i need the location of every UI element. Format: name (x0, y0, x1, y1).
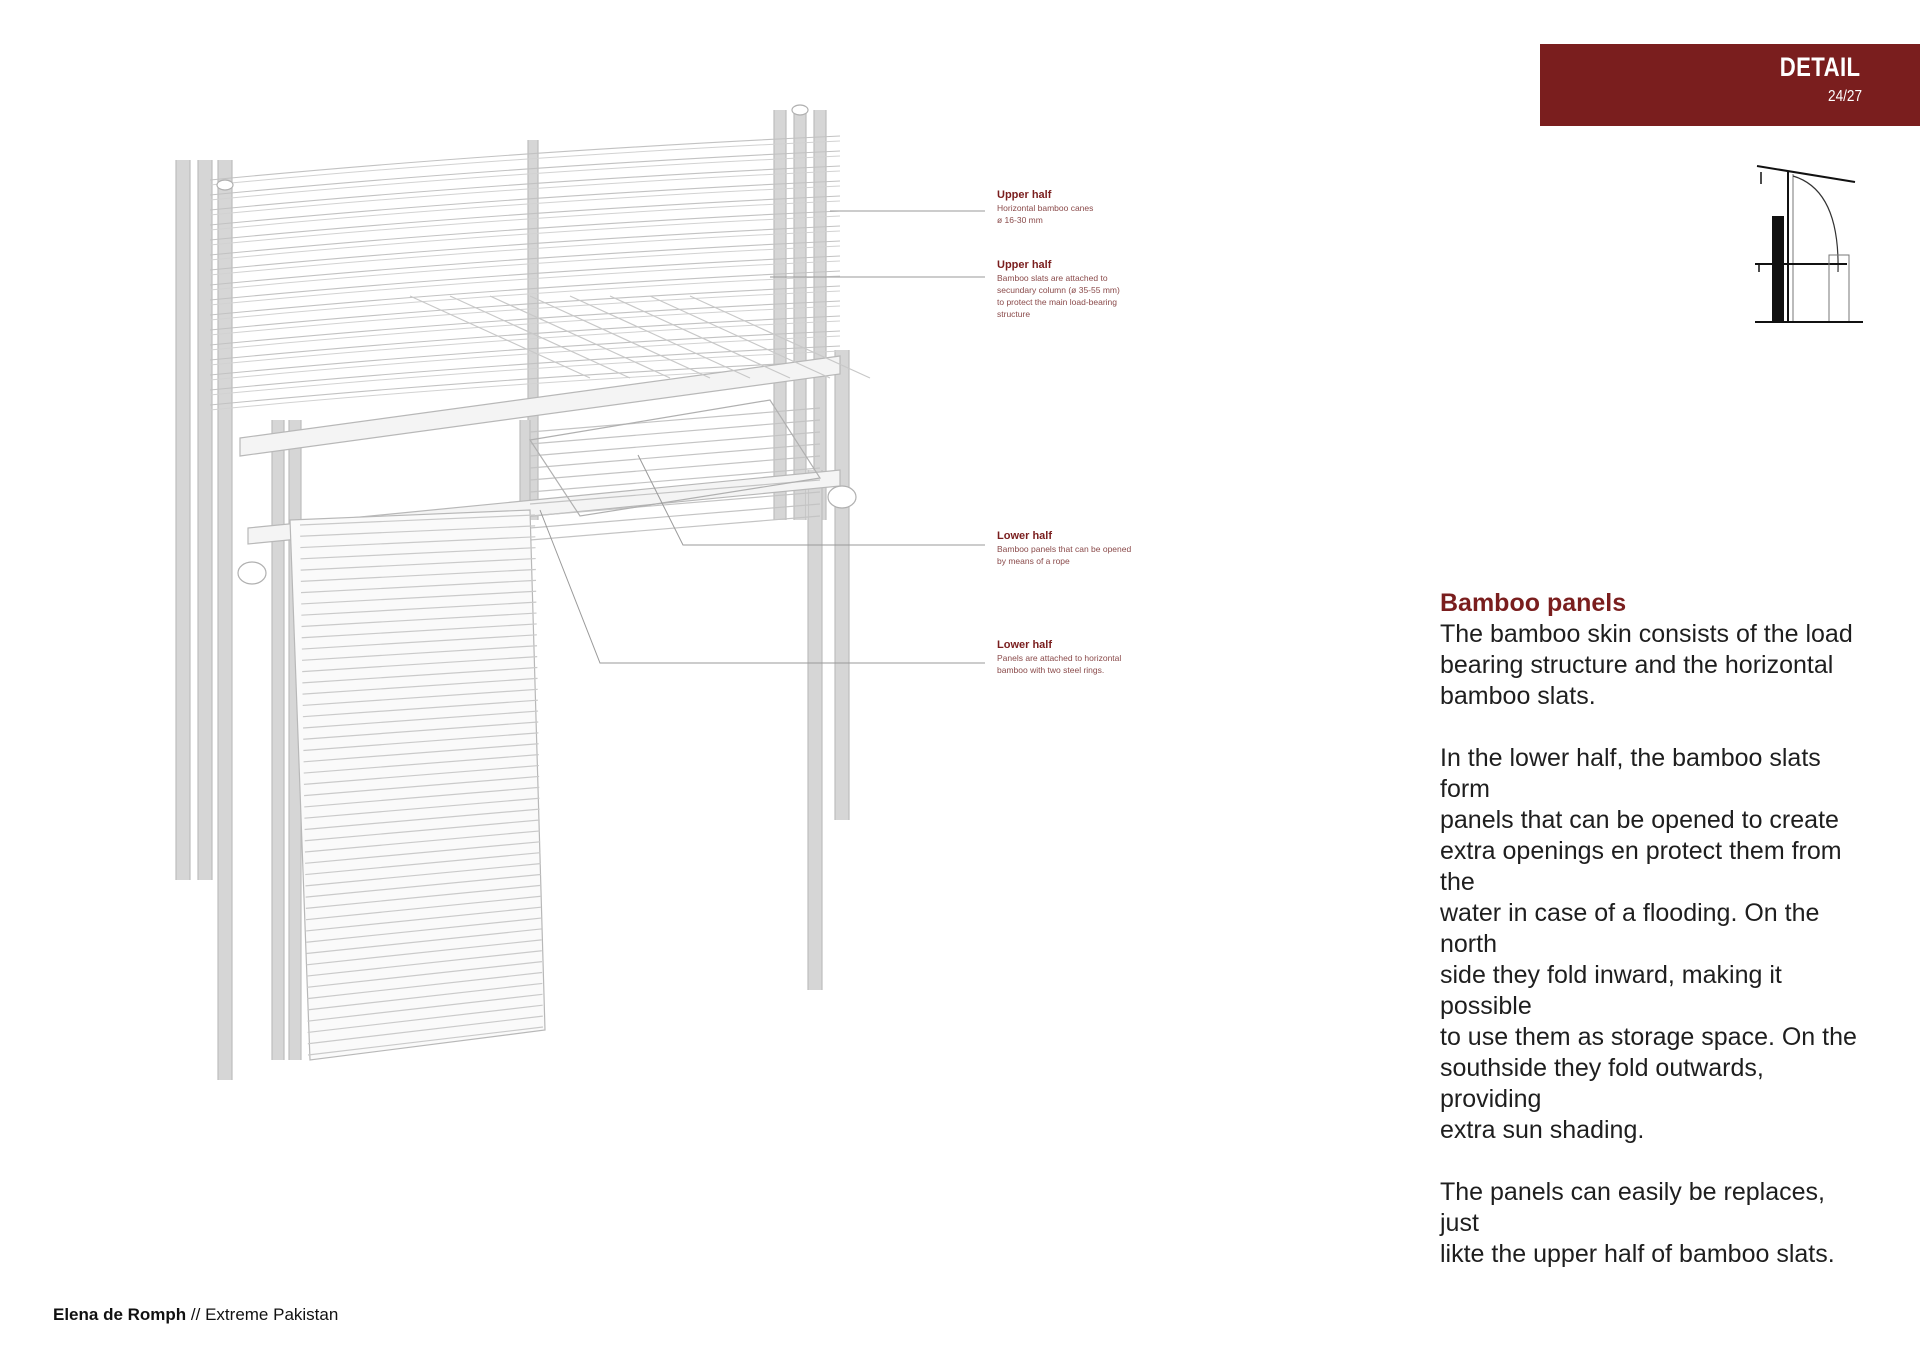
text-line: to use them as storage space. On the (1440, 1023, 1857, 1051)
callout-upper-half-canes (997, 189, 1157, 226)
text-line: southside they fold outwards, providing (1440, 1054, 1764, 1113)
horizontal-bamboo-cane (210, 226, 840, 270)
project-name: Extreme Pakistan (205, 1305, 339, 1324)
pole-top (217, 180, 233, 190)
text-line: panels that can be opened to create (1440, 806, 1839, 834)
text-line: extra sun shading. (1440, 1116, 1645, 1144)
text-line: extra openings en protect them from the (1440, 837, 1842, 896)
horizontal-bamboo-cane (210, 136, 840, 180)
horizontal-bamboo-cane (210, 196, 840, 240)
callout-line: secundary column (ø 35-55 mm) (997, 285, 1120, 295)
horizontal-bamboo-cane (210, 211, 840, 255)
callout-line: to protect the main load-bearing (997, 297, 1118, 307)
horizontal-bamboo-cane (210, 156, 840, 200)
horizontal-bamboo-cane (210, 241, 840, 285)
horizontal-bamboo-cane (210, 321, 840, 365)
footer (53, 1305, 338, 1325)
callout-line: Bamboo panels that can be opened (997, 544, 1132, 554)
horizontal-bamboo-cane (210, 256, 840, 300)
callout-line: by means of a rope (997, 556, 1070, 566)
page-title: DETAIL (1779, 52, 1860, 82)
horizontal-bamboo-cane (210, 271, 840, 315)
horizontal-bamboo-cane (210, 216, 840, 260)
horizontal-bamboo-cane (210, 151, 840, 195)
paragraph-3 (1440, 1177, 1860, 1270)
horizontal-bamboo-cane (210, 291, 840, 335)
callout-line: structure (997, 309, 1031, 319)
author-name: Elena de Romph (53, 1305, 187, 1324)
callout-title: Lower half (997, 639, 1053, 651)
horizontal-bamboo-cane (210, 171, 840, 215)
page-number: 24/27 (1827, 88, 1862, 105)
callout-title: Upper half (997, 189, 1052, 201)
horizontal-bamboo-cane (210, 201, 840, 245)
horizontal-bamboo-cane (210, 141, 840, 185)
callout-lower-half-panels (997, 530, 1157, 567)
text-line: The bamboo skin consists of the load (1440, 620, 1853, 648)
upper-beam (240, 356, 840, 456)
text-line: In the lower half, the bamboo slats form (1440, 744, 1821, 803)
callout-line: Horizontal bamboo canes (997, 203, 1094, 213)
callout-line: ø 16-30 mm (997, 215, 1043, 225)
steel-ring (828, 486, 856, 508)
callout-lower-half-rings (997, 639, 1157, 676)
callout-line: bamboo with two steel rings. (997, 665, 1105, 675)
horizontal-bamboo-cane (210, 261, 840, 305)
footer-separator: // (186, 1305, 206, 1324)
horizontal-bamboo-cane (210, 246, 840, 290)
horizontal-bamboo-cane (210, 181, 840, 225)
horizontal-bamboo-cane (210, 276, 840, 320)
callout-line: Panels are attached to horizontal (997, 653, 1122, 663)
callout-title: Lower half (997, 530, 1053, 542)
paragraph-1 (1440, 619, 1860, 712)
callout-upper-half-slats (997, 259, 1157, 320)
callout-title: Upper half (997, 259, 1052, 271)
text-line: bearing structure and the horizontal (1440, 651, 1834, 679)
description-block (1440, 588, 1860, 1301)
horizontal-bamboo-cane (210, 286, 840, 330)
text-line: side they fold inward, making it possible (1440, 961, 1782, 1020)
text-line: The panels can easily be replaces, just (1440, 1178, 1825, 1237)
text-line: water in case of a flooding. On the north (1440, 899, 1820, 958)
horizontal-bamboo-cane (210, 166, 840, 210)
callout-line: Bamboo slats are attached to (997, 273, 1108, 283)
paragraph-2 (1440, 743, 1860, 1146)
text-line: likte the upper half of bamboo slats. (1440, 1240, 1835, 1268)
leader-line (540, 510, 985, 663)
text-line: bamboo slats. (1440, 682, 1596, 710)
horizontal-bamboo-cane (210, 186, 840, 230)
section-title: Bamboo panels (1440, 589, 1627, 617)
section-sketch-icon (1755, 160, 1865, 330)
steel-ring (238, 562, 266, 584)
horizontal-bamboo-cane (210, 231, 840, 275)
horizontal-bamboo-cane (210, 301, 840, 345)
pole-top (792, 105, 808, 115)
horizontal-bamboo-cane (210, 316, 840, 360)
